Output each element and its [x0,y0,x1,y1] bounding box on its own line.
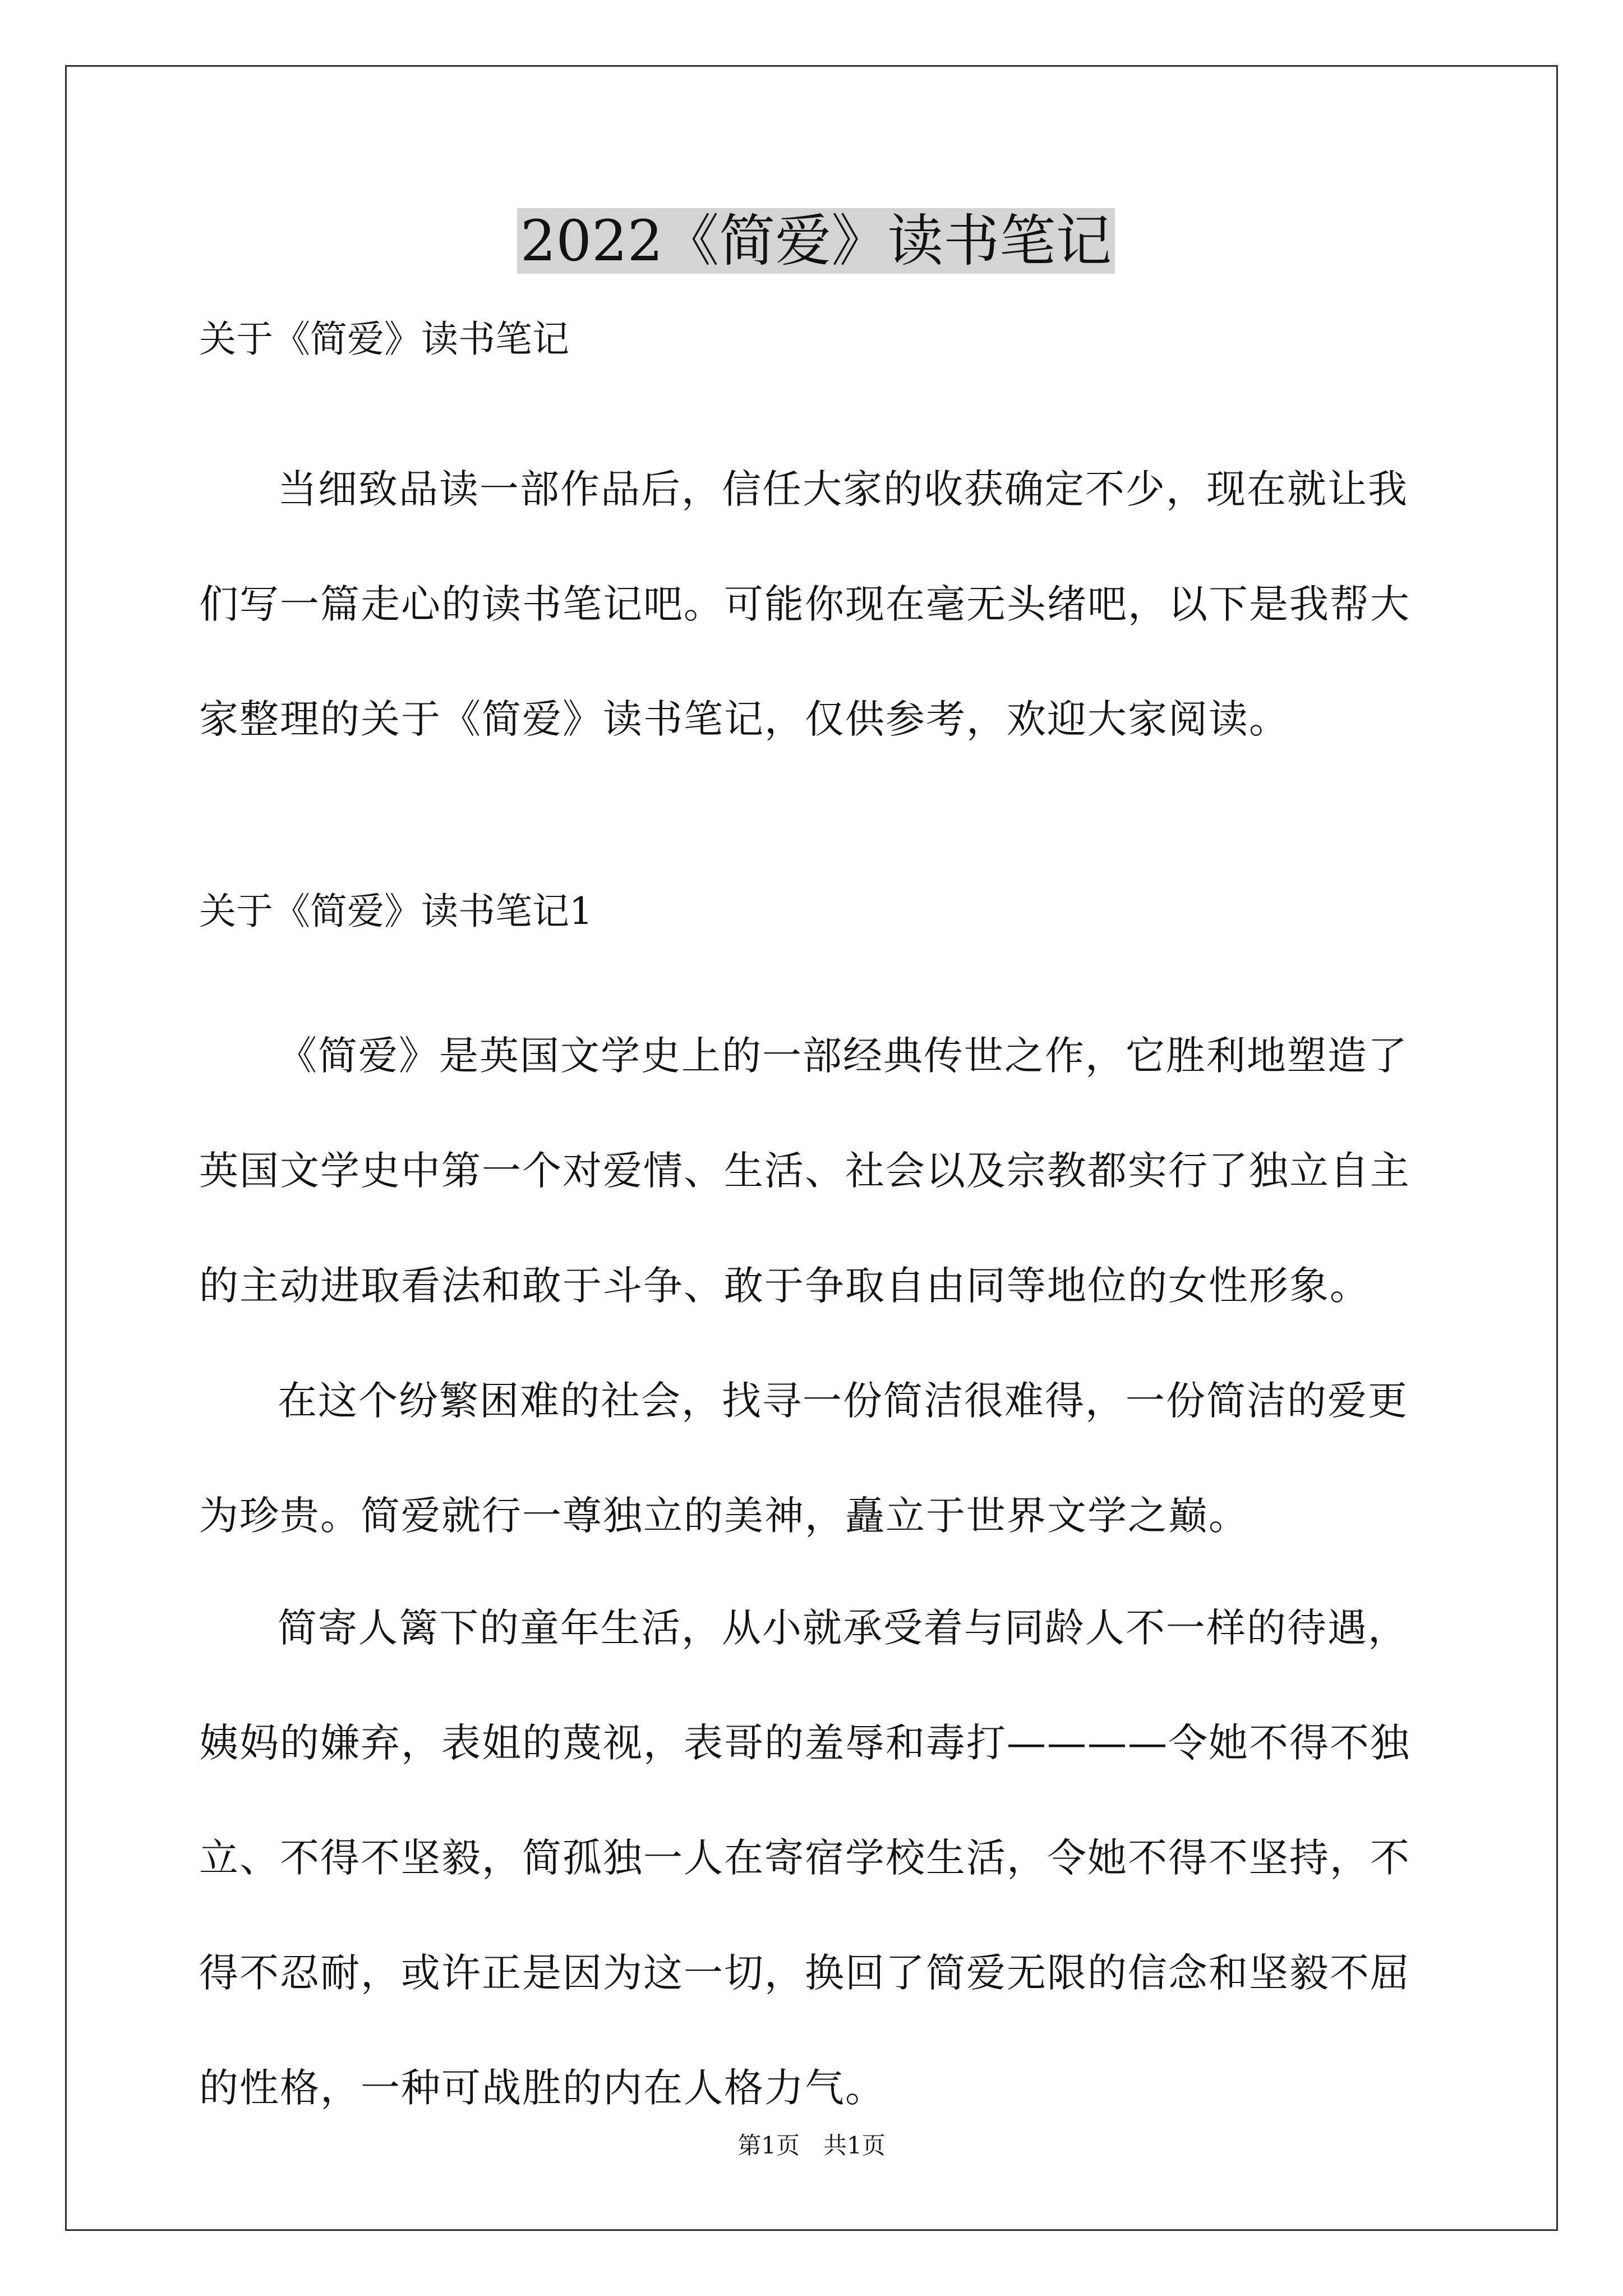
body-paragraph-2: 在这个纷繁困难的社会，找寻一份简洁很难得，一份简洁的爱更为珍贵。简爱就行一尊独立的美神，矗立于世界文学之巅。 [199,1378,1408,1539]
document-title [199,205,1433,278]
body-paragraph-1: 《简爱》是英国文学史上的一部经典传世之作，它胜利地塑造了英国文学史中第一个对爱情、生活、社会以及宗教都实行了独立自主的主动进取看法和敢于斗争、敢于争取自由同等地位的女性形象。 [199,1033,1410,1309]
intro-heading: 关于《简爱》读书笔记 [199,318,569,361]
document-title-text: 2022《简爱》读书笔记 [517,208,1115,274]
section-heading: 关于《简爱》读书笔记1 [199,890,593,933]
page-footer: 第1页 共1页 [737,2132,886,2159]
intro-paragraph: 当细致品读一部作品后，信任大家的收获确定不少，现在就让我们写一篇走心的读书笔记吧。可能你现在毫无头绪吧，以下是我帮大家整理的关于《简爱》读书笔记，仅供参考，欢迎大家阅读。 [199,466,1410,742]
body-paragraph-3: 简寄人篱下的童年生活，从小就承受着与同龄人不一样的待遇，姨妈的嫌弃，表姐的蔑视，表哥的羞辱和毒打————令她不得不独立、不得不坚毅，简孤独一人在寄宿学校生活，令她不得不坚持，不得不忍耐，或许正是因为这一切，换回了简爱无限的信念和坚毅不屈的性格，一种可战胜的内在人格力气。 [199,1605,1410,2111]
